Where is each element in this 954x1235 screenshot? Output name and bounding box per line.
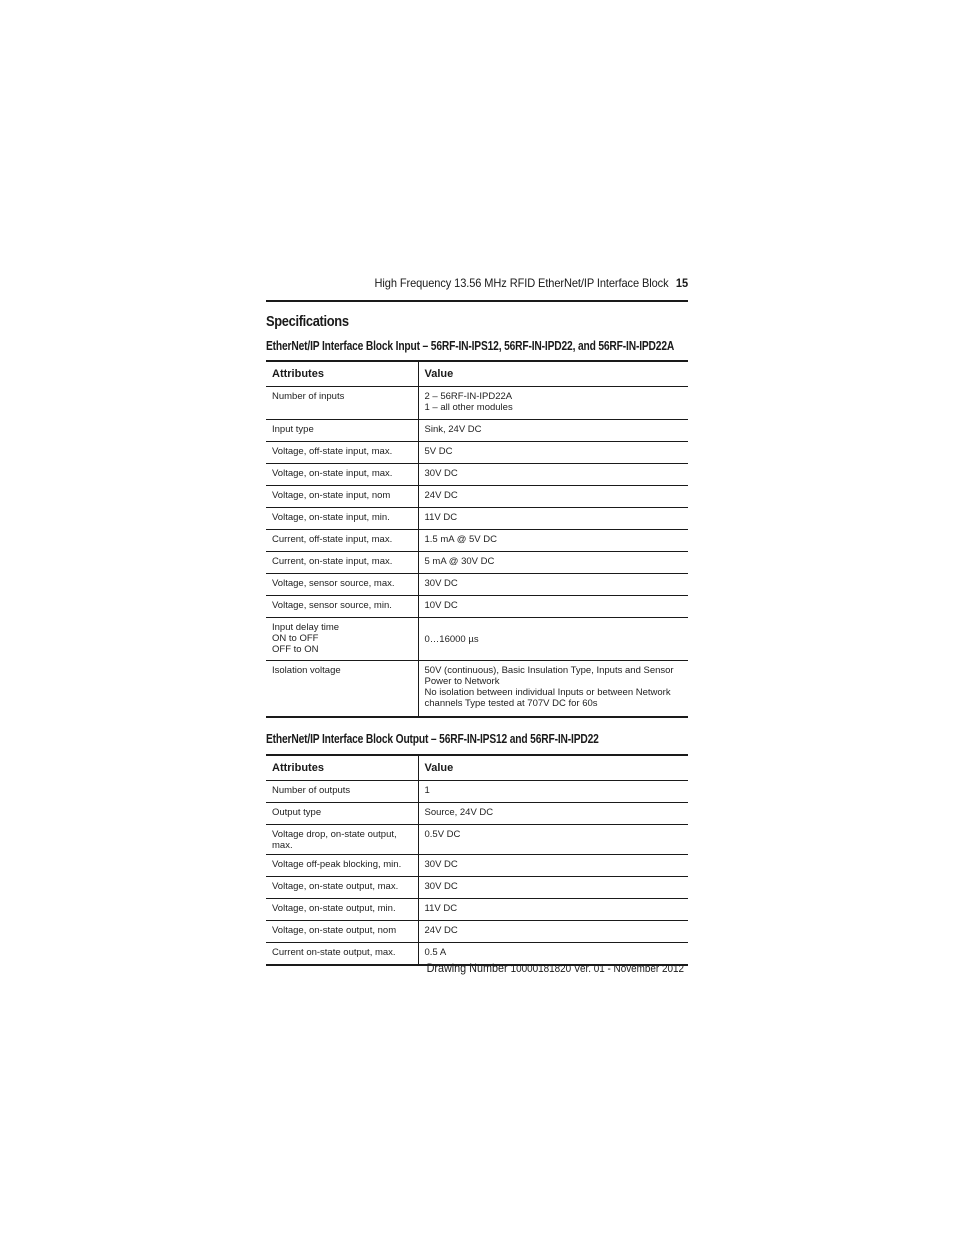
attribute-cell [266,486,418,508]
attribute-cell [266,803,418,825]
attribute-text: Output type [272,807,322,818]
value-cell [418,921,688,943]
attribute-cell [266,899,418,921]
value-text: 24V DC [424,490,458,501]
attribute-text: Number of outputs [272,785,351,796]
attribute-cell [266,921,418,943]
value-text: 5 mA @ 30V DC [424,556,495,567]
attribute-cell [266,781,418,803]
value-text: 2 – 56RF-IN-IPD22A [424,391,513,402]
page-number: 15 [675,276,688,290]
value-cell [418,661,688,717]
attribute-text: Voltage, on-state input, nom [272,490,391,501]
value-cell [418,387,688,420]
column-header-value: Value [418,755,688,781]
output-table-caption: EtherNet/IP Interface Block Output – 56RF-IN-IPS12 and 56RF-IN-IPD22 [266,732,599,746]
attribute-text: Number of inputs [272,391,345,402]
attribute-cell [266,530,418,552]
attribute-text: Current on-state output, max. [272,947,396,958]
attribute-text: Isolation voltage [272,665,341,676]
table-row [266,596,688,618]
table-row [266,781,688,803]
value-text: 50V (continuous), Basic Insulation Type, Inputs and Sensor Power to Network [424,665,674,687]
attribute-cell [266,825,418,855]
value-text: 30V DC [424,468,458,479]
table-row [266,508,688,530]
table-row [266,442,688,464]
value-cell [418,486,688,508]
attribute-cell [266,618,418,661]
attribute-text: Voltage, on-state output, nom [272,925,397,936]
running-header-title: High Frequency 13.56 MHz RFID EtherNet/IP Interface Block [374,276,669,290]
attribute-text: Voltage drop, on-state output, max. [272,829,397,851]
value-text: 11V DC [424,512,458,523]
attribute-cell [266,420,418,442]
value-cell [418,420,688,442]
table-row [266,420,688,442]
table-row [266,855,688,877]
footer-label: Drawing Number [426,961,508,975]
value-text: 1 [424,785,430,796]
value-text: 30V DC [424,881,458,892]
value-text: 1 – all other modules [424,402,513,413]
column-header-attributes: Attributes [266,755,418,781]
value-cell [418,825,688,855]
attribute-text: Voltage, on-state output, max. [272,881,399,892]
value-text: 30V DC [424,859,458,870]
value-text: 0.5V DC [424,829,461,840]
attribute-cell [266,661,418,717]
value-cell [418,464,688,486]
attribute-text: Voltage, sensor source, max. [272,578,395,589]
value-text: 11V DC [424,903,458,914]
table-header-row [266,361,688,387]
output-spec-table [266,754,688,966]
table-row [266,486,688,508]
value-text: 10V DC [424,600,458,611]
table-row [266,574,688,596]
attribute-text: Input type [272,424,314,435]
attribute-text: ON to OFF [272,633,319,644]
attribute-cell [266,596,418,618]
value-cell [418,508,688,530]
attribute-text: Voltage off-peak blocking, min. [272,859,402,870]
attribute-cell [266,552,418,574]
header-rule [266,300,688,302]
value-text: 30V DC [424,578,458,589]
column-header-attributes: Attributes [266,361,418,387]
table-row [266,552,688,574]
table-header-row [266,755,688,781]
value-cell [418,855,688,877]
attribute-cell [266,442,418,464]
value-cell [418,803,688,825]
value-cell [418,552,688,574]
value-text: Source, 24V DC [424,807,494,818]
value-cell [418,596,688,618]
table-row [266,661,688,717]
value-text: 0…16000 µs [424,634,479,645]
table-row [266,464,688,486]
attribute-text: Input delay time [272,622,340,633]
attribute-cell [266,387,418,420]
attribute-cell [266,574,418,596]
value-text: Sink, 24V DC [424,424,482,435]
value-cell [418,899,688,921]
attribute-text: Current, off-state input, max. [272,534,393,545]
input-table-caption: EtherNet/IP Interface Block Input – 56RF-IN-IPS12, 56RF-IN-IPD22, and 56RF-IN-IPD22A [266,339,675,353]
value-text: 24V DC [424,925,458,936]
attribute-text: Voltage, on-state output, min. [272,903,396,914]
column-header-value: Value [418,361,688,387]
attribute-cell [266,877,418,899]
value-cell [418,442,688,464]
value-text: No isolation between individual Inputs or between Network channels Type tested at 707V DC for 60s [424,687,671,709]
table-row [266,825,688,855]
input-spec-table [266,360,688,718]
running-header [300,276,688,296]
drawing-number: 10000181820 Ver. 01 - November 2012 [510,963,684,975]
section-title: Specifications [266,313,349,330]
table-row [266,387,688,420]
value-text: 1.5 mA @ 5V DC [424,534,497,545]
value-cell [418,530,688,552]
attribute-text: Voltage, on-state input, min. [272,512,390,523]
input-table-body [266,387,688,717]
value-cell [418,781,688,803]
attribute-cell [266,508,418,530]
table-row [266,803,688,825]
footer [308,961,684,975]
attribute-text: Voltage, sensor source, min. [272,600,392,611]
value-text: 0.5 A [424,947,447,958]
table-row [266,877,688,899]
attribute-cell [266,464,418,486]
attribute-text: Voltage, on-state input, max. [272,468,393,479]
table-row [266,530,688,552]
attribute-text: OFF to ON [272,644,319,655]
attribute-text: Current, on-state input, max. [272,556,393,567]
value-cell [418,877,688,899]
value-cell [418,618,688,661]
attribute-cell [266,855,418,877]
value-cell [418,574,688,596]
table-row [266,899,688,921]
value-text: 5V DC [424,446,453,457]
table-row [266,618,688,661]
attribute-text: Voltage, off-state input, max. [272,446,393,457]
table-row [266,921,688,943]
output-table-body [266,781,688,965]
